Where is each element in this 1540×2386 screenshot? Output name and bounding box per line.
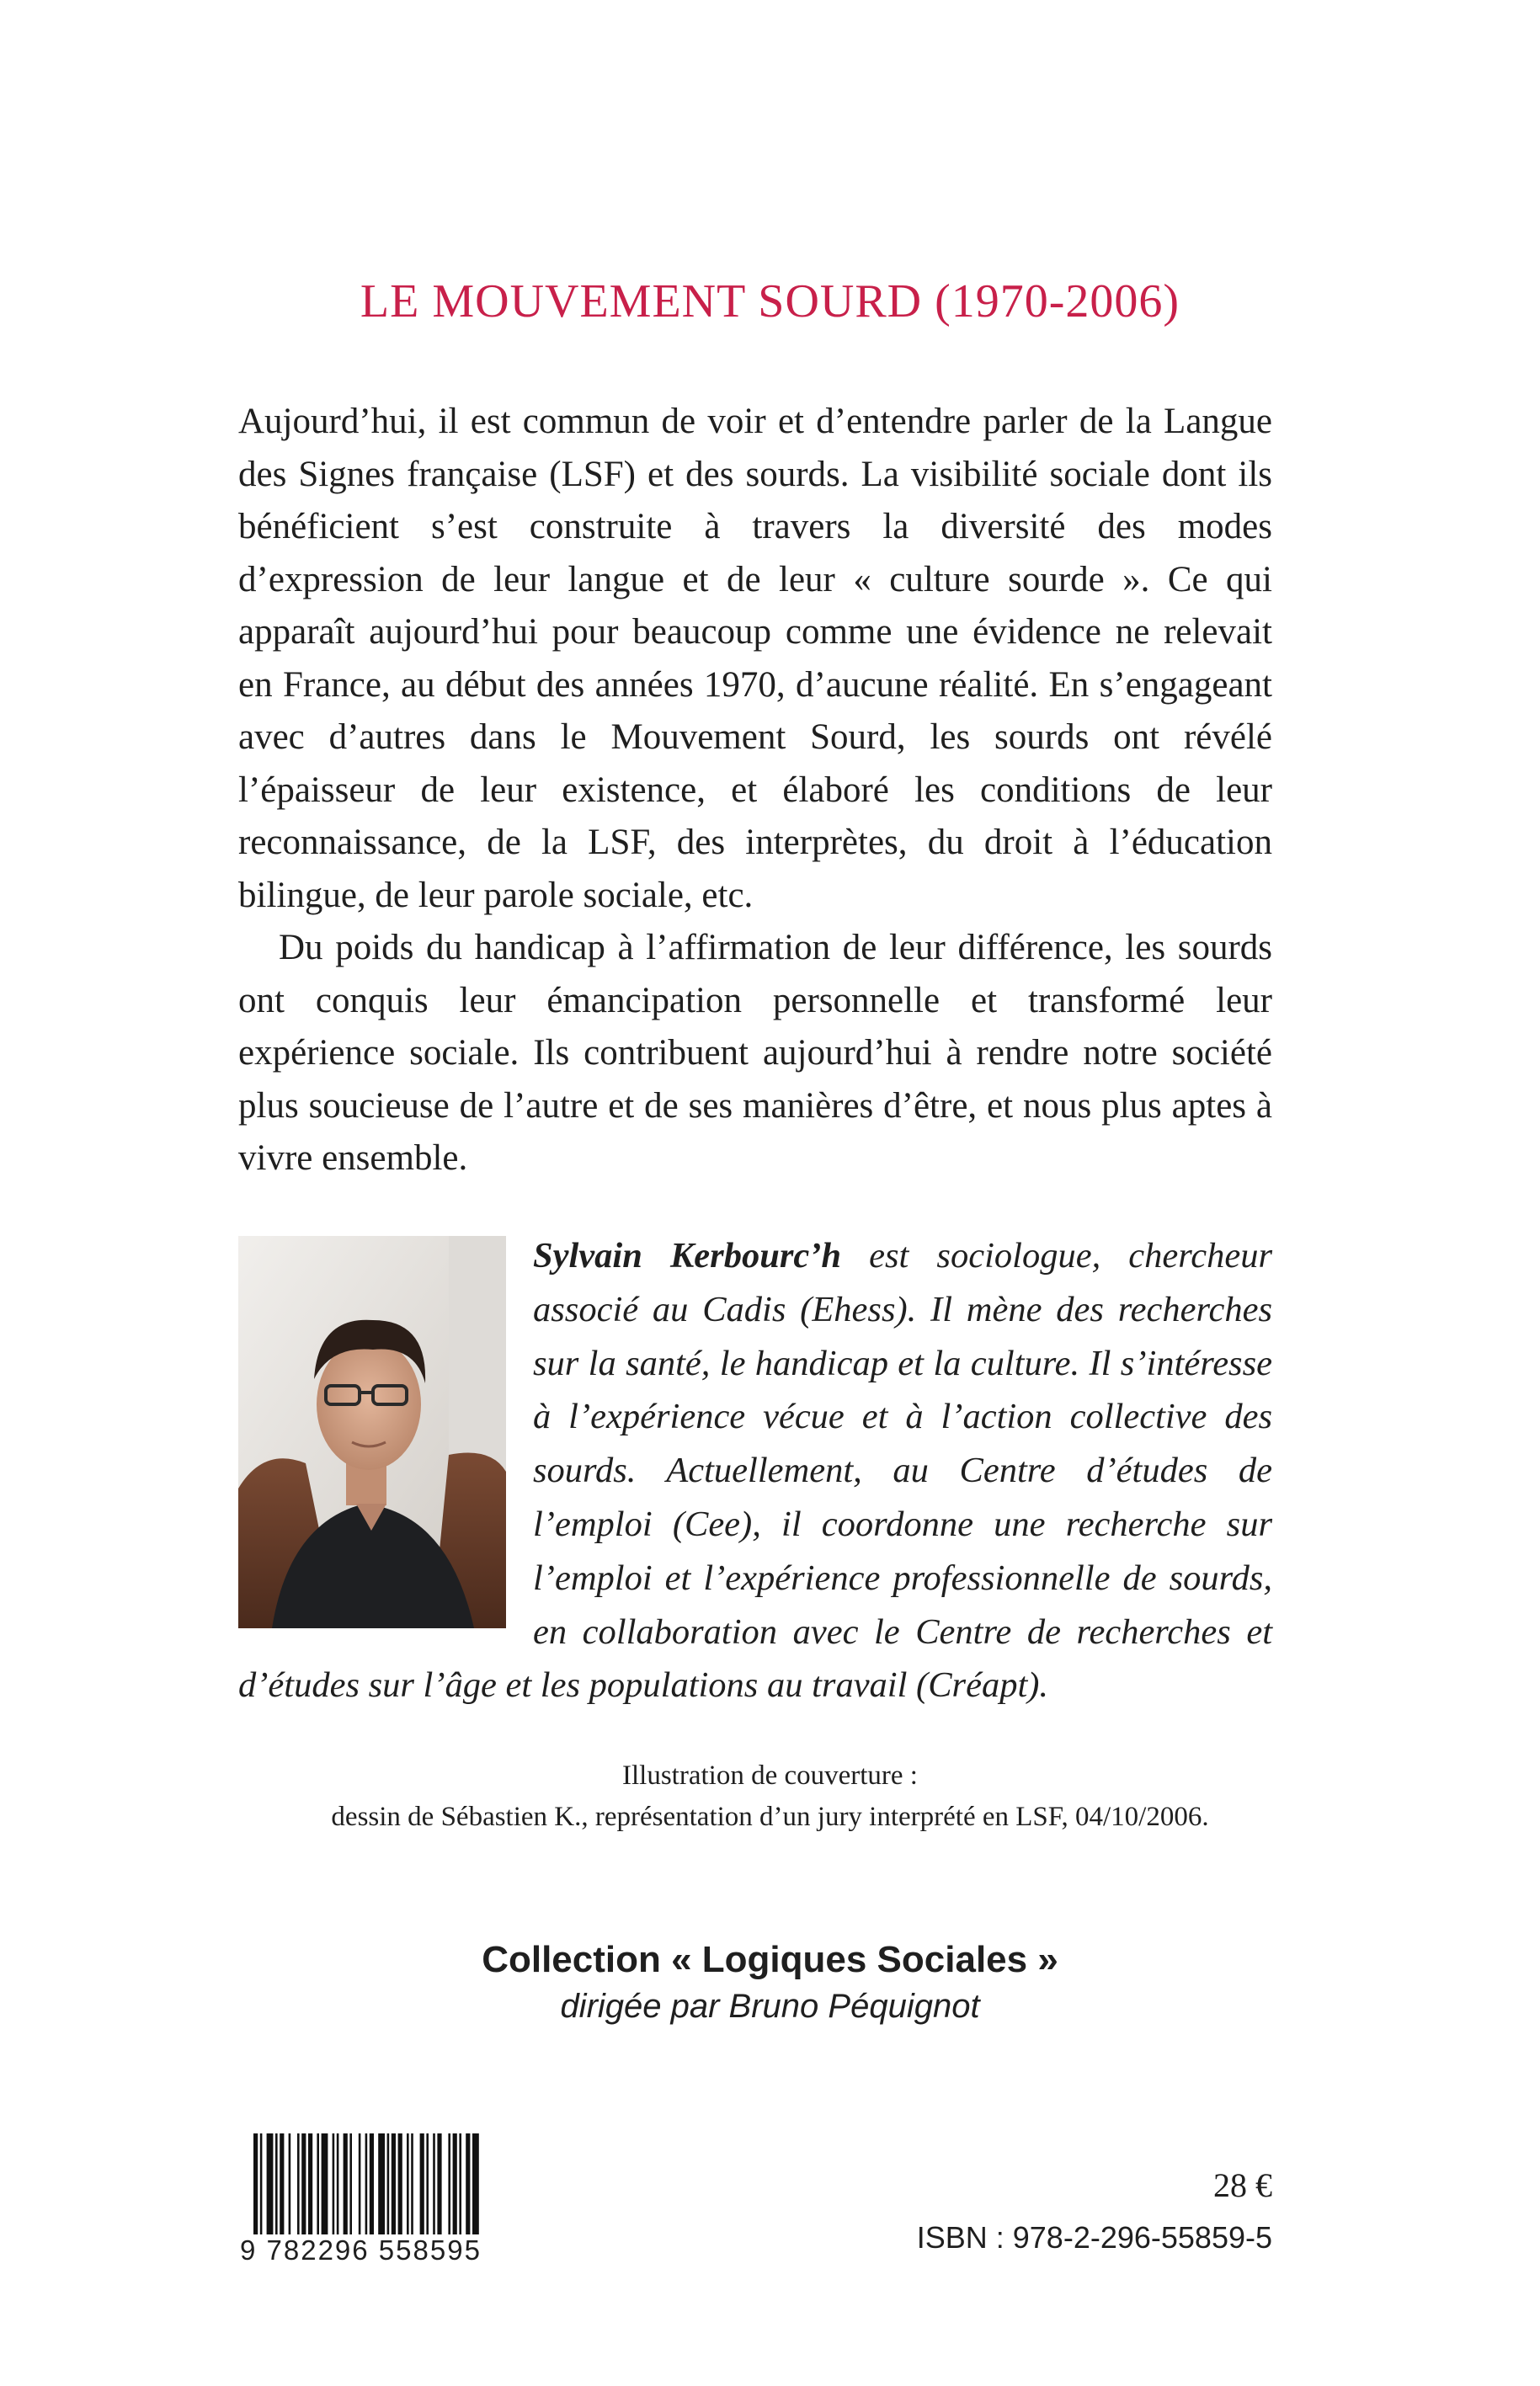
cover-credit-detail: dessin de Sébastien K., représentation d’un jury interprété en LSF, 04/10/2006. [331, 1802, 1209, 1832]
blurb-paragraph: Du poids du handicap à l’affirmation de leur différence, les sourds ont conquis leur émancipation personnelle et transformé leur expérience sociale. Ils contribuent aujourd’hui à rendre notre société plus soucieuse de l’autre et de ses manières d’être, et nous plus aptes à vivre ensemble. [238, 928, 1272, 1178]
price: 28 € [1213, 2166, 1272, 2204]
barcode-digits: 9 782296 558595 [240, 2234, 482, 2266]
author-portrait-photo [238, 1236, 506, 1628]
author-bio-text: est sociologue, chercheur associé au Cadis (Ehess). Il mène des recherches sur la santé, le handicap et la culture. Il s’intéresse à l’expérience vécue et à l’action collective des sourds. Actuellement, au Centre d’études de l’emploi (Cee), il coordonne une recherche sur l’emploi et l’expérience professionnelle de sourds, en collaboration avec le Centre de recherches et d’études sur l’âge et les populations au travail (Créapt). [238, 1236, 1272, 1706]
collection-name: Collection « Logiques Sociales » [482, 1939, 1058, 1980]
blurb-paragraph: Aujourd’hui, il est commun de voir et d’entendre parler de la Langue des Signes française (LSF) et des sourds. La visibilité sociale dont ils bénéficient s’est construite à travers la diversité des modes d’expression de leur langue et de leur « culture sourde ». Ce qui apparaît aujourd’hui pour beaucoup comme une évidence ne relevait en France, au début des années 1970, d’aucune réalité. En s’engageant avec d’autres dans le Mouvement Sourd, les sourds ont révélé l’épaisseur de leur existence, et élaboré les conditions de leur reconnaissance, de la LSF, des interprètes, du droit à l’éducation bilingue, de leur parole sociale, etc. [238, 402, 1272, 915]
book-title: LE MOUVEMENT SOURD (1970-2006) [360, 275, 1180, 328]
cover-illustration-credit [0, 1755, 1540, 1838]
cover-credit-label: Illustration de couverture : [622, 1760, 918, 1791]
author-bio-block [238, 1229, 1272, 1712]
isbn: ISBN : 978-2-296-55859-5 [916, 2220, 1272, 2255]
blurb [238, 396, 1272, 1185]
collection-info [0, 1936, 1540, 2029]
author-name: Sylvain Kerbourc’h [533, 1236, 842, 1276]
barcode-icon [238, 2130, 481, 2277]
collection-editor: dirigée par Bruno Péquignot [560, 1988, 980, 2025]
